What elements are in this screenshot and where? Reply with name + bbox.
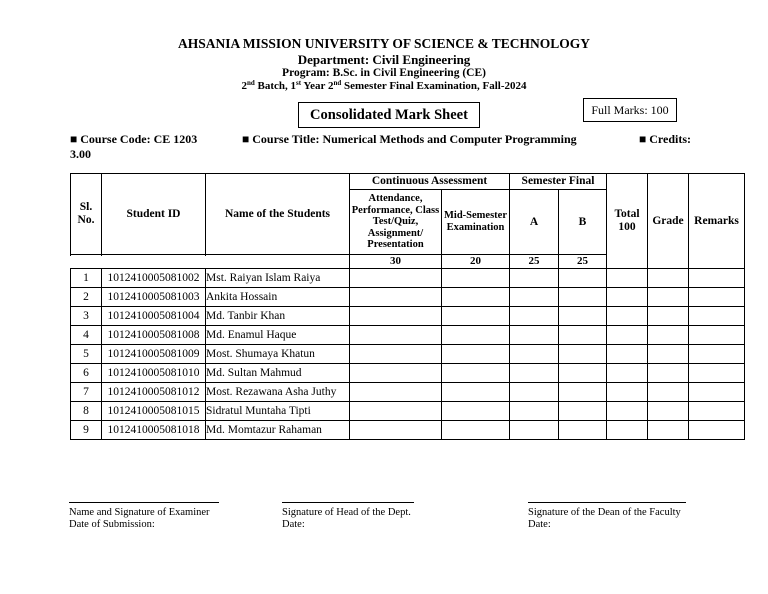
examiner-signature (69, 502, 219, 531)
row-grade-cell (648, 326, 689, 345)
row-a-cell (510, 383, 559, 402)
row-b-cell (559, 383, 607, 402)
row-sl-no: 7 (71, 383, 102, 402)
row-student-name: Md. Momtazur Rahaman (206, 421, 350, 440)
row-b-cell (559, 364, 607, 383)
row-student-name: Md. Enamul Haque (206, 326, 350, 345)
sheet-title: Consolidated Mark Sheet (298, 102, 480, 128)
col-remarks: Remarks (689, 174, 745, 269)
dean-signature (528, 502, 686, 531)
row-student-name: Most. Shumaya Khatun (206, 345, 350, 364)
row-b-cell (559, 326, 607, 345)
head-signature (282, 502, 414, 531)
row-total-cell (607, 421, 648, 440)
row-b-cell (559, 345, 607, 364)
row-b-cell (559, 307, 607, 326)
row-student-id: 1012410005081009 (102, 345, 206, 364)
row-grade-cell (648, 421, 689, 440)
dean-date-label: Date: (528, 519, 551, 530)
row-total-cell (607, 364, 648, 383)
row-student-id: 1012410005081004 (102, 307, 206, 326)
row-a-cell (510, 421, 559, 440)
row-a-cell (510, 364, 559, 383)
row-student-id: 1012410005081003 (102, 288, 206, 307)
col-semester-final: Semester Final (510, 174, 607, 190)
credits-value: 3.00 (70, 147, 91, 161)
row-ca2-cell (442, 288, 510, 307)
examiner-signature-label: Name and Signature of Examiner (69, 507, 210, 518)
max-marks-spacer (71, 255, 350, 269)
col-grade: Grade (648, 174, 689, 269)
department-name: Department: Civil Engineering (297, 52, 471, 67)
row-student-id: 1012410005081010 (102, 364, 206, 383)
row-student-id: 1012410005081002 (102, 269, 206, 288)
row-total-cell (607, 326, 648, 345)
row-remarks-cell (689, 307, 745, 326)
row-grade-cell (648, 345, 689, 364)
col-section-b: B (559, 190, 607, 255)
row-student-id: 1012410005081015 (102, 402, 206, 421)
row-total-cell (607, 288, 648, 307)
row-a-cell (510, 402, 559, 421)
row-student-name: Md. Tanbir Khan (206, 307, 350, 326)
row-a-cell (510, 326, 559, 345)
row-b-cell (559, 269, 607, 288)
row-sl-no: 5 (71, 345, 102, 364)
col-mid-semester: Mid-Semester Examination (442, 190, 510, 255)
row-b-cell (559, 402, 607, 421)
row-student-name: Sidratul Muntaha Tipti (206, 402, 350, 421)
row-grade-cell (648, 269, 689, 288)
row-ca1-cell (350, 307, 442, 326)
row-ca2-cell (442, 383, 510, 402)
col-section-a: A (510, 190, 559, 255)
row-remarks-cell (689, 288, 745, 307)
table-row (71, 402, 745, 421)
dean-signature-label: Signature of the Dean of the Faculty (528, 507, 681, 518)
row-student-name: Most. Rezawana Asha Juthy (206, 383, 350, 402)
row-student-name: Ankita Hossain (206, 288, 350, 307)
row-student-name: Mst. Raiyan Islam Raiya (206, 269, 350, 288)
credits-label: ■ Credits: (639, 132, 692, 146)
table-row (71, 364, 745, 383)
row-ca1-cell (350, 326, 442, 345)
row-remarks-cell (689, 421, 745, 440)
row-sl-no: 2 (71, 288, 102, 307)
row-grade-cell (648, 383, 689, 402)
row-remarks-cell (689, 364, 745, 383)
row-ca2-cell (442, 307, 510, 326)
row-ca2-cell (442, 364, 510, 383)
examiner-date-label: Date of Submission: (69, 519, 155, 530)
course-code: ■ Course Code: CE 1203 (70, 132, 198, 146)
row-ca1-cell (350, 402, 442, 421)
row-ca1-cell (350, 269, 442, 288)
row-total-cell (607, 383, 648, 402)
table-row (71, 269, 745, 288)
row-student-name: Md. Sultan Mahmud (206, 364, 350, 383)
program-name: Program: B.Sc. in Civil Engineering (CE) (282, 67, 486, 79)
row-remarks-cell (689, 269, 745, 288)
row-ca1-cell (350, 383, 442, 402)
row-student-id: 1012410005081012 (102, 383, 206, 402)
row-sl-no: 6 (71, 364, 102, 383)
row-ca2-cell (442, 326, 510, 345)
max-marks-a: 25 (510, 255, 559, 269)
row-total-cell (607, 269, 648, 288)
head-date-label: Date: (282, 519, 305, 530)
row-remarks-cell (689, 345, 745, 364)
table-row (71, 288, 745, 307)
row-a-cell (510, 288, 559, 307)
university-name: AHSANIA MISSION UNIVERSITY OF SCIENCE & TECHNOLOGY (177, 36, 591, 51)
head-signature-label: Signature of Head of the Dept. (282, 507, 411, 518)
row-ca1-cell (350, 288, 442, 307)
full-marks-box: Full Marks: 100 (583, 98, 677, 122)
row-ca2-cell (442, 345, 510, 364)
max-marks-ca1: 30 (350, 255, 442, 269)
col-sl-no: Sl. No. (71, 174, 102, 255)
exam-title: 2nd Batch, 1st Year 2nd Semester Final Examination, Fall-2024 (241, 79, 527, 92)
row-sl-no: 8 (71, 402, 102, 421)
row-grade-cell (648, 364, 689, 383)
row-ca1-cell (350, 421, 442, 440)
row-sl-no: 9 (71, 421, 102, 440)
row-ca1-cell (350, 364, 442, 383)
row-a-cell (510, 345, 559, 364)
row-a-cell (510, 307, 559, 326)
row-total-cell (607, 402, 648, 421)
row-student-id: 1012410005081008 (102, 326, 206, 345)
row-remarks-cell (689, 402, 745, 421)
table-row (71, 345, 745, 364)
table-row (71, 307, 745, 326)
row-grade-cell (648, 288, 689, 307)
row-ca1-cell (350, 345, 442, 364)
max-marks-b: 25 (559, 255, 607, 269)
col-attendance-performance: Attendance, Performance, Class Test/Quiz, Assignment/ Presentation (350, 190, 442, 255)
row-b-cell (559, 288, 607, 307)
row-grade-cell (648, 402, 689, 421)
row-sl-no: 4 (71, 326, 102, 345)
row-remarks-cell (689, 383, 745, 402)
row-student-id: 1012410005081018 (102, 421, 206, 440)
row-total-cell (607, 307, 648, 326)
table-row (71, 383, 745, 402)
row-b-cell (559, 421, 607, 440)
row-sl-no: 3 (71, 307, 102, 326)
col-student-name: Name of the Students (206, 174, 350, 255)
course-title: ■ Course Title: Numerical Methods and Computer Programming (242, 132, 577, 146)
col-continuous-assessment: Continuous Assessment (350, 174, 510, 190)
col-student-id: Student ID (102, 174, 206, 255)
row-ca2-cell (442, 421, 510, 440)
row-total-cell (607, 345, 648, 364)
mark-sheet-table (70, 173, 745, 440)
max-marks-ca2: 20 (442, 255, 510, 269)
row-remarks-cell (689, 326, 745, 345)
row-ca2-cell (442, 269, 510, 288)
col-total: Total 100 (607, 174, 648, 269)
table-row (71, 326, 745, 345)
table-row (71, 421, 745, 440)
row-sl-no: 1 (71, 269, 102, 288)
row-ca2-cell (442, 402, 510, 421)
row-a-cell (510, 269, 559, 288)
row-grade-cell (648, 307, 689, 326)
